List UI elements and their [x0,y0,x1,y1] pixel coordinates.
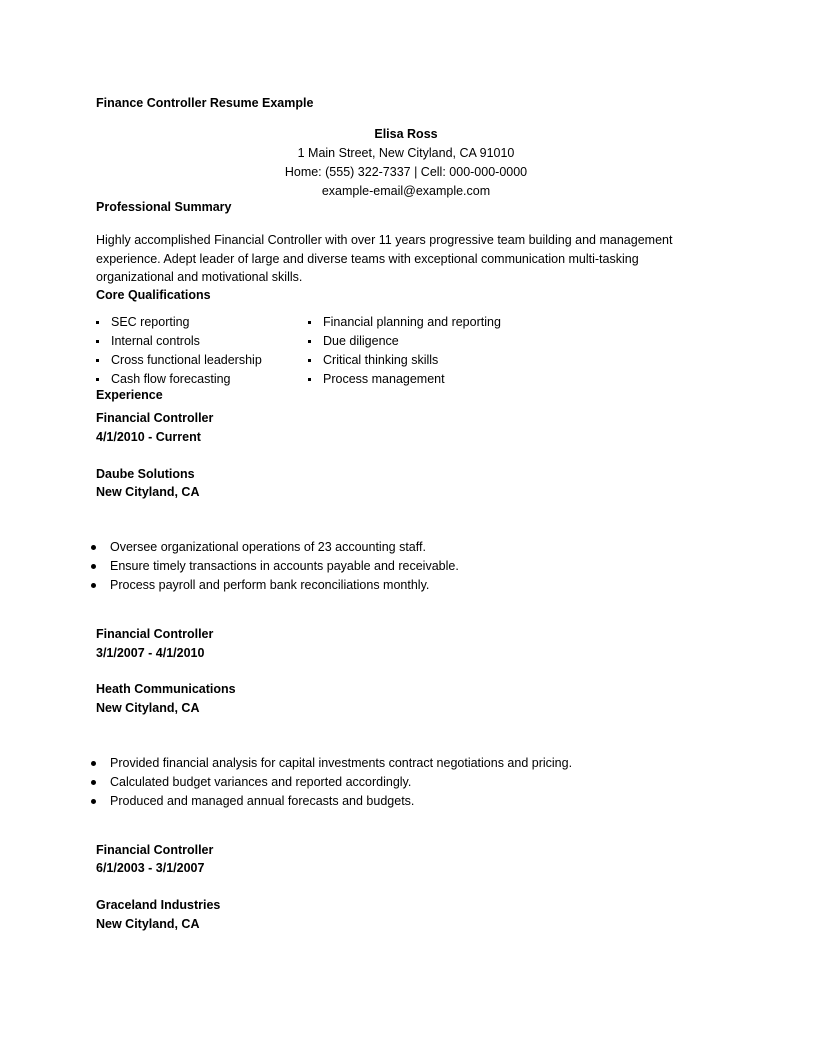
job-bullet: Provided financial analysis for capital investments contract negotiations and pricing. [91,754,572,773]
job-dates: 3/1/2007 - 4/1/2010 [96,646,205,660]
bullet-dot-icon [91,564,96,569]
candidate-name: Elisa Ross [374,127,438,141]
bullet-dot-icon [91,780,96,785]
square-bullet-icon [96,321,99,324]
candidate-email: example-email@example.com [321,184,491,198]
document-title: Finance Controller Resume Example [96,96,314,110]
job-title: Financial Controller [96,627,214,641]
job-company: Daube Solutions [96,467,195,481]
summary-line-1: Highly accomplished Financial Controller with over 11 years progressive team building and management [96,233,673,247]
qualification-item: Cash flow forecasting [96,370,231,389]
bullet-dot-icon [91,583,96,588]
job-location: New Cityland, CA [96,701,200,715]
bullet-dot-icon [91,545,96,550]
job-title: Financial Controller [96,411,214,425]
square-bullet-icon [96,359,99,362]
square-bullet-icon [96,340,99,343]
job-dates: 4/1/2010 - Current [96,430,201,444]
square-bullet-icon [308,340,311,343]
qualification-item: Financial planning and reporting [308,313,501,332]
qualification-item: Due diligence [308,332,399,351]
candidate-phone: Home: (555) 322-7337 | Cell: 000-000-0000 [284,165,528,179]
bullet-dot-icon [91,761,96,766]
job-company: Heath Communications [96,682,236,696]
job-location: New Cityland, CA [96,485,200,499]
candidate-address: 1 Main Street, New Cityland, CA 91010 [297,146,515,160]
qualification-item: Process management [308,370,445,389]
qualifications-heading: Core Qualifications [96,288,211,302]
job-company: Graceland Industries [96,898,221,912]
summary-line-3: organizational and motivational skills. [96,270,303,284]
job-bullet: Process payroll and perform bank reconciliations monthly. [91,576,429,595]
job-bullet: Calculated budget variances and reported accordingly. [91,773,411,792]
square-bullet-icon [308,378,311,381]
job-location: New Cityland, CA [96,917,200,931]
qualification-item: Internal controls [96,332,200,351]
job-title: Financial Controller [96,843,214,857]
job-bullet: Produced and managed annual forecasts and budgets. [91,792,414,811]
summary-line-2: experience. Adept leader of large and diverse teams with exceptional communication multi-tasking [96,252,639,266]
qualification-item: Critical thinking skills [308,351,438,370]
square-bullet-icon [96,378,99,381]
square-bullet-icon [308,359,311,362]
square-bullet-icon [308,321,311,324]
job-dates: 6/1/2003 - 3/1/2007 [96,861,205,875]
qualification-item: SEC reporting [96,313,190,332]
summary-heading: Professional Summary [96,200,232,214]
job-bullet: Ensure timely transactions in accounts payable and receivable. [91,557,459,576]
bullet-dot-icon [91,799,96,804]
experience-heading: Experience [96,388,163,402]
qualification-item: Cross functional leadership [96,351,262,370]
job-bullet: Oversee organizational operations of 23 accounting staff. [91,538,426,557]
